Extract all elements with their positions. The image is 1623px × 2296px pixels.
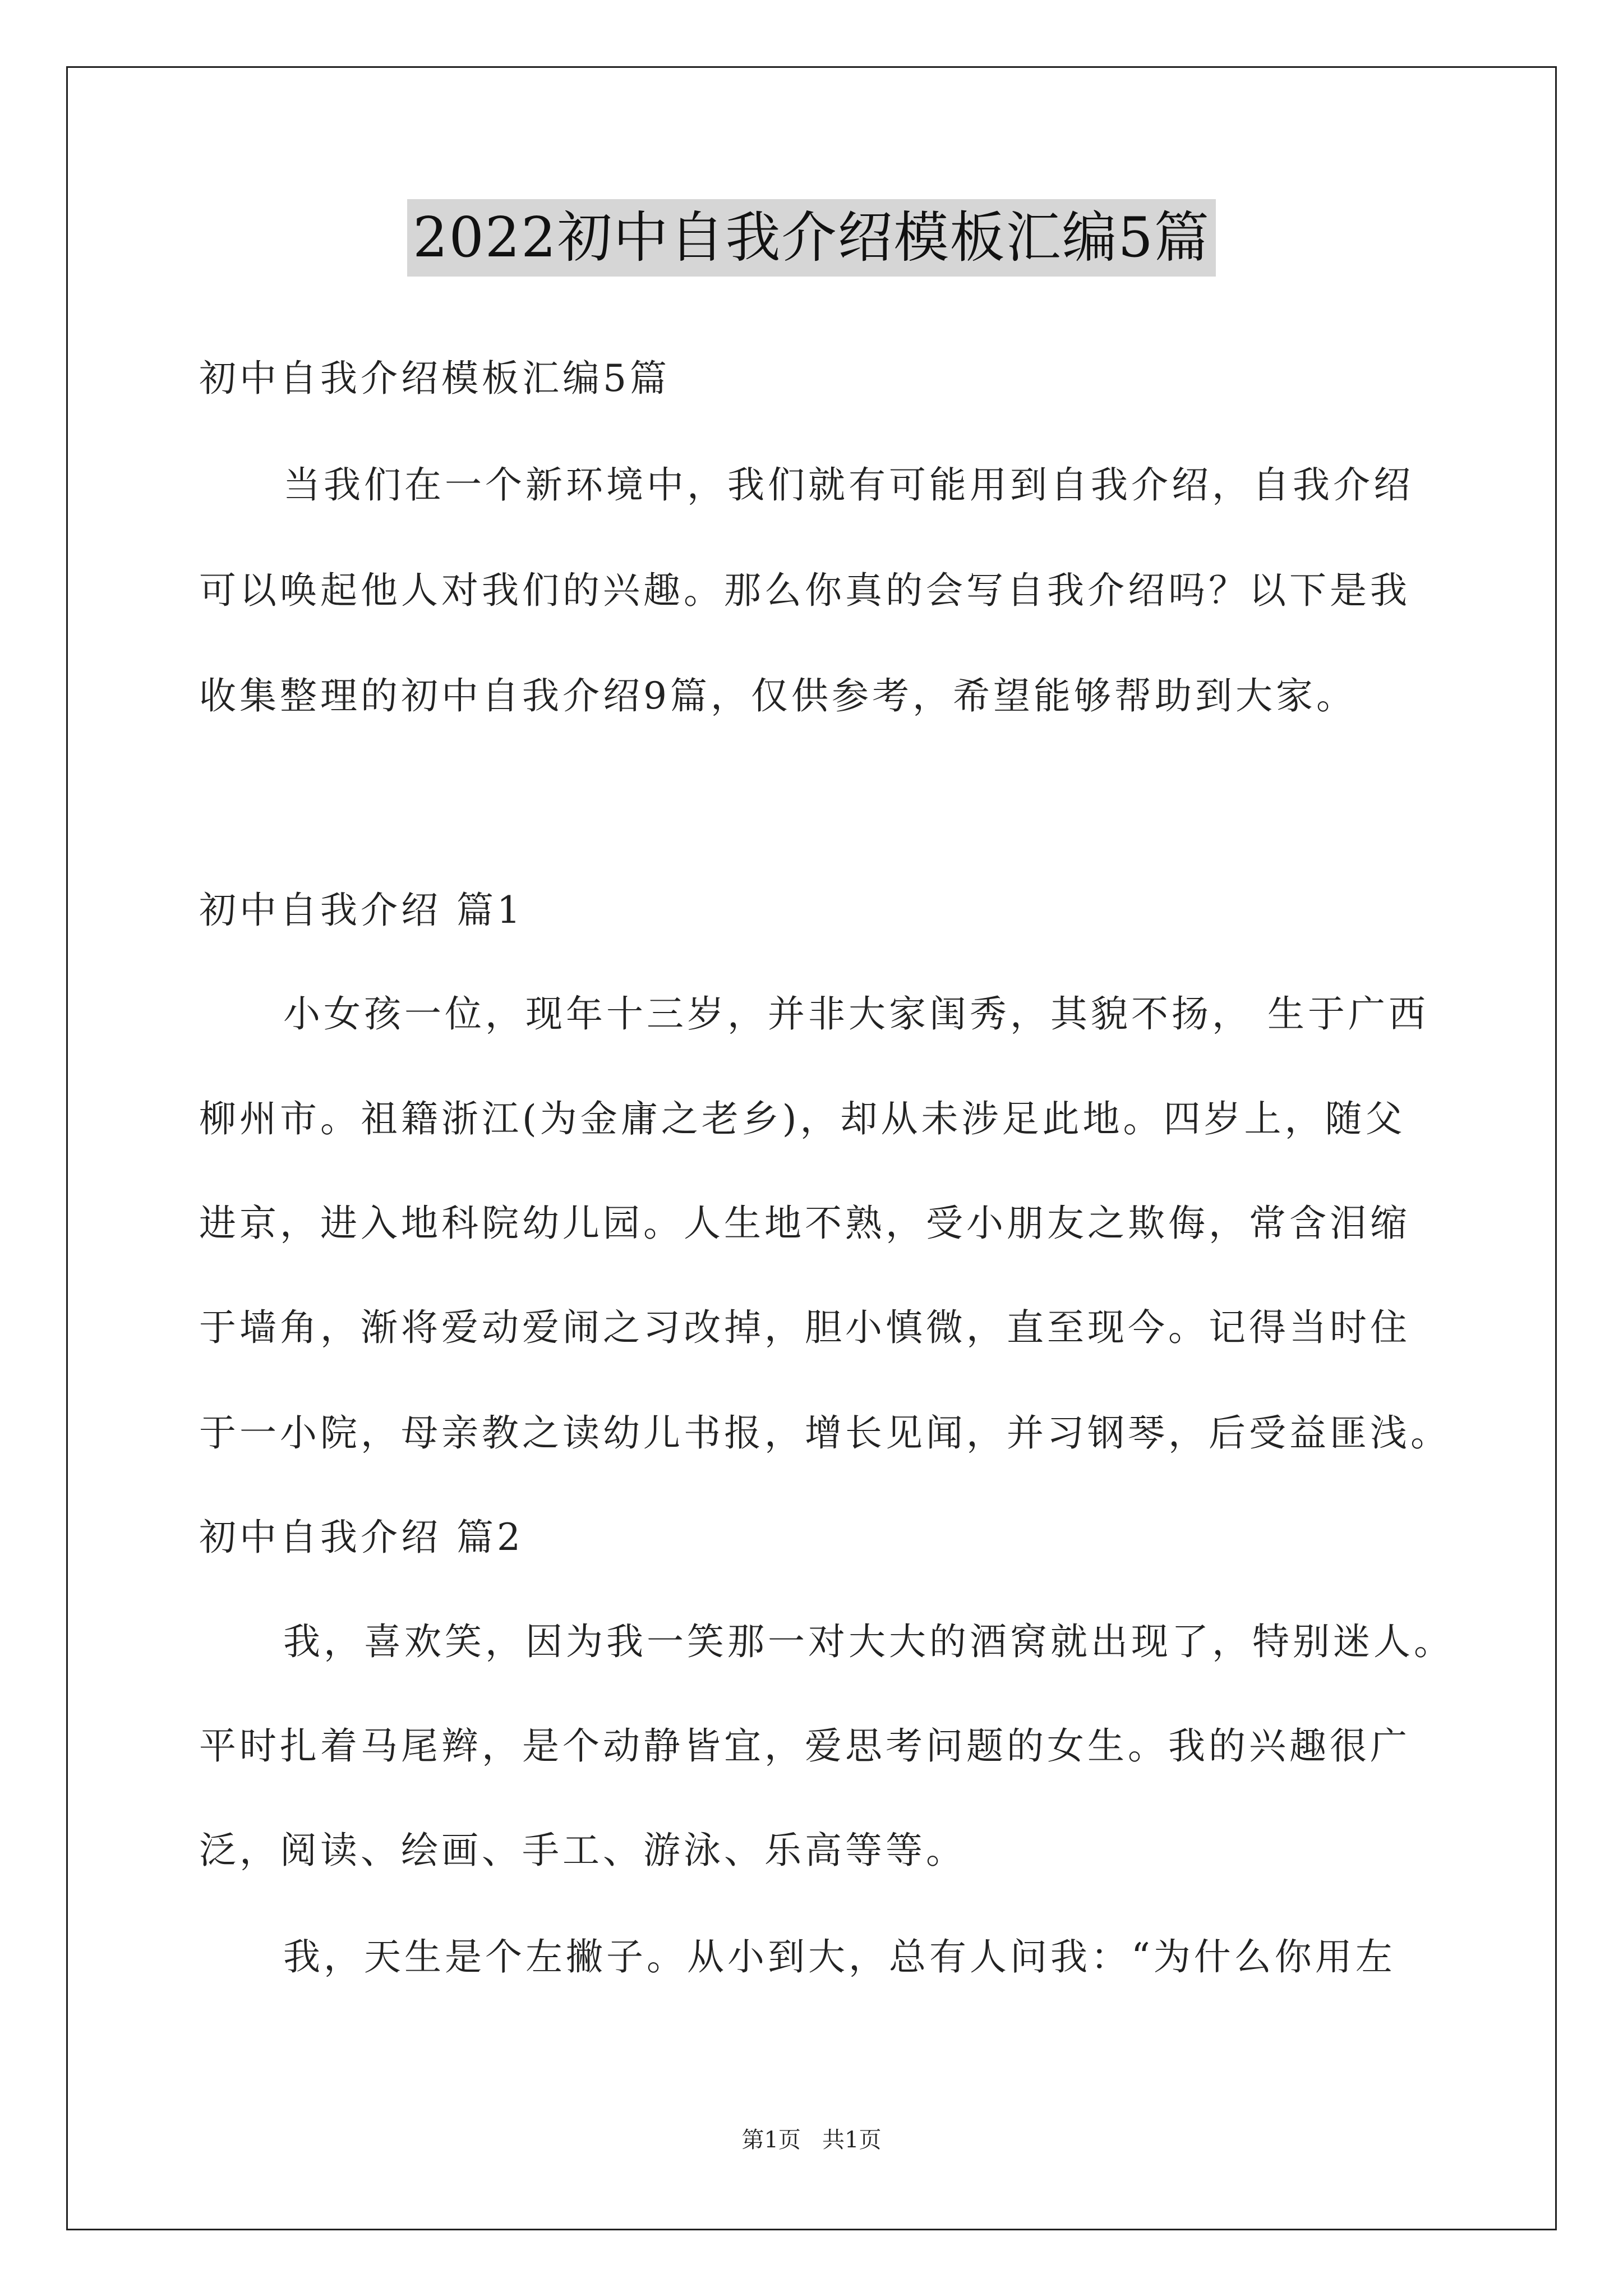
intro-line: 当我们在一个新环境中，我们就有可能用到自我介绍，自我介绍: [283, 463, 1414, 507]
page-footer: 第1页 共1页: [741, 2127, 882, 2153]
paragraph-line: 于墙角，渐将爱动爱闹之习改掉，胆小慎微，直至现今。记得当时住: [199, 1306, 1410, 1349]
paragraph-line: 小女孩一位，现年十三岁，并非大家闺秀，其貌不扬， 生于广西: [283, 992, 1429, 1036]
paragraph-line: 泛，阅读、绘画、手工、游泳、乐高等等。: [199, 1829, 966, 1872]
intro-line: 可以唤起他人对我们的兴趣。那么你真的会写自我介绍吗？以下是我: [199, 569, 1410, 612]
intro-line: 收集整理的初中自我介绍9篇，仅供参考，希望能够帮助到大家。: [199, 674, 1357, 717]
title-container: [0, 199, 1623, 277]
paragraph-line: 平时扎着马尾辫，是个动静皆宜，爱思考问题的女生。我的兴趣很广: [199, 1724, 1410, 1768]
document-subtitle: 初中自我介绍模板汇编5篇: [199, 357, 670, 400]
paragraph-line: 于一小院，母亲教之读幼儿书报，增长见闻，并习钢琴，后受益匪浅。: [199, 1411, 1451, 1455]
paragraph-line: 我，天生是个左撇子。从小到大，总有人问我：“为什么你用左: [283, 1935, 1396, 1978]
paragraph-line: 柳州市。祖籍浙江(为金庸之老乡)，却从未涉足此地。四岁上，随父: [199, 1097, 1406, 1140]
section-heading: 初中自我介绍 篇2: [199, 1516, 524, 1559]
document-title: 2022初中自我介绍模板汇编5篇: [407, 199, 1216, 277]
paragraph-line: 进京，进入地科院幼儿园。人生地不熟，受小朋友之欺侮，常含泪缩: [199, 1202, 1410, 1245]
paragraph-line: 我，喜欢笑，因为我一笑那一对大大的酒窝就出现了，特别迷人。: [283, 1620, 1454, 1663]
section-heading: 初中自我介绍 篇1: [199, 889, 524, 932]
